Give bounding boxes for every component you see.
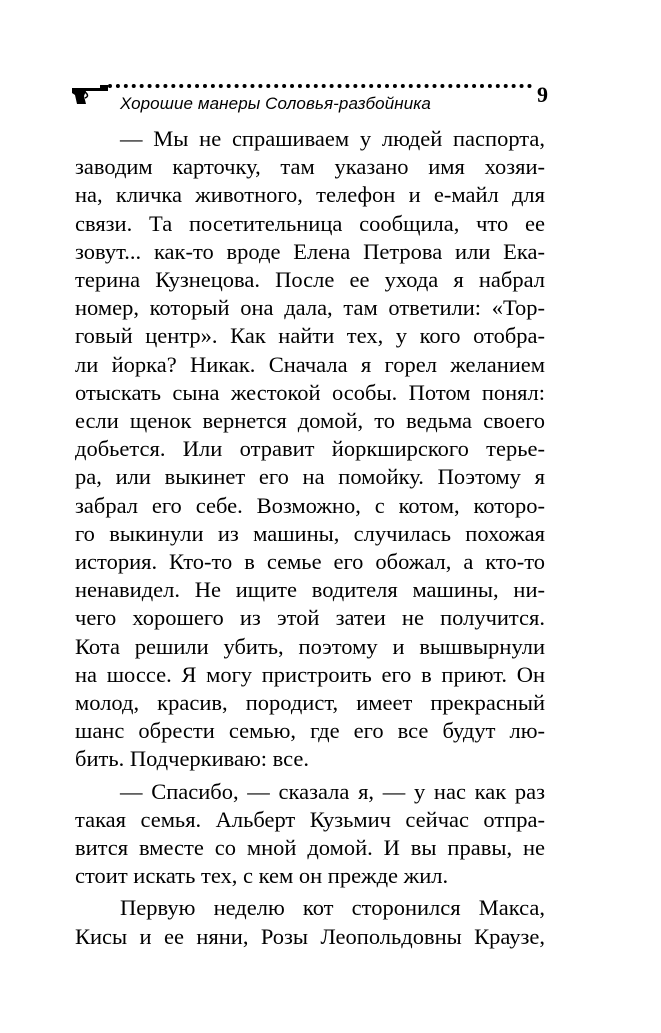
text-line: чего хорошего из этой затеи не получится. — [75, 605, 545, 631]
paragraph — [75, 894, 545, 950]
text-line: терина Кузнецова. После ее ухода я набрал — [75, 267, 545, 293]
text-line: номер, который она дала, там ответили: «Тор- — [75, 295, 545, 321]
text-line: Кота решили убить, поэтому и вышвырнули — [75, 633, 545, 659]
dotted-rule — [108, 84, 532, 88]
paragraph — [75, 125, 545, 774]
text-line: вится вместе со мной домой. И вы правы, не — [75, 835, 545, 861]
text-line: ра, или выкинет его на помойку. Поэтому я — [75, 464, 545, 490]
text-line: Кисы и ее няни, Розы Леопольдовны Краузе, — [75, 923, 545, 949]
text-line: на шоссе. Я могу пристроить его в приют. Он — [75, 661, 545, 687]
pistol-icon — [70, 82, 112, 106]
text-line: стоит искать тех, с кем он прежде жил. — [75, 863, 449, 889]
running-title: Хорошие манеры Соловья-разбойника — [120, 94, 431, 113]
text-line: молод, красив, породист, имеет прекрасный — [75, 690, 545, 716]
text-line: такая семья. Альберт Кузьмич сейчас отпра- — [75, 806, 545, 832]
body-text — [75, 125, 545, 951]
text-line: Первую неделю кот сторонился Макса, — [120, 895, 545, 921]
text-line: говый центр». Как найти тех, у кого отобра- — [75, 323, 545, 349]
paragraph — [75, 778, 545, 891]
running-header — [70, 78, 560, 124]
text-line: шанс обрести семью, где его все будут лю- — [75, 718, 545, 744]
text-line: заводим карточку, там указано имя хозяи- — [75, 154, 545, 180]
text-line: на, кличка животного, телефон и е-майл для — [75, 182, 545, 208]
text-line: го выкинули из машины, случилась похожая — [75, 520, 545, 546]
text-line: забрал его себе. Возможно, с котом, которо- — [75, 492, 545, 518]
text-line: — Мы не спрашиваем у людей паспорта, — [120, 126, 545, 151]
page-number: 9 — [537, 82, 548, 107]
text-line: ли йорка? Никак. Сначала я горел желанием — [75, 351, 545, 377]
text-line: добьется. Или отравит йоркширского терье- — [75, 436, 545, 462]
text-line: ненавидел. Не ищите водителя машины, ни- — [75, 577, 545, 603]
text-line: отыскать сына жестокой особы. Потом понял: — [75, 379, 545, 405]
text-line: история. Кто-то в семье его обожал, а кто-то — [75, 549, 545, 575]
text-line: — Спасибо, — сказала я, — у нас как раз — [120, 778, 545, 804]
text-line: связи. Та посетительница сообщила, что ее — [75, 210, 545, 236]
text-line: зовут... как-то вроде Елена Петрова или Ека- — [75, 238, 545, 264]
text-line: бить. Подчеркиваю: все. — [75, 746, 310, 772]
text-line: если щенок вернется домой, то ведьма своего — [75, 408, 545, 434]
